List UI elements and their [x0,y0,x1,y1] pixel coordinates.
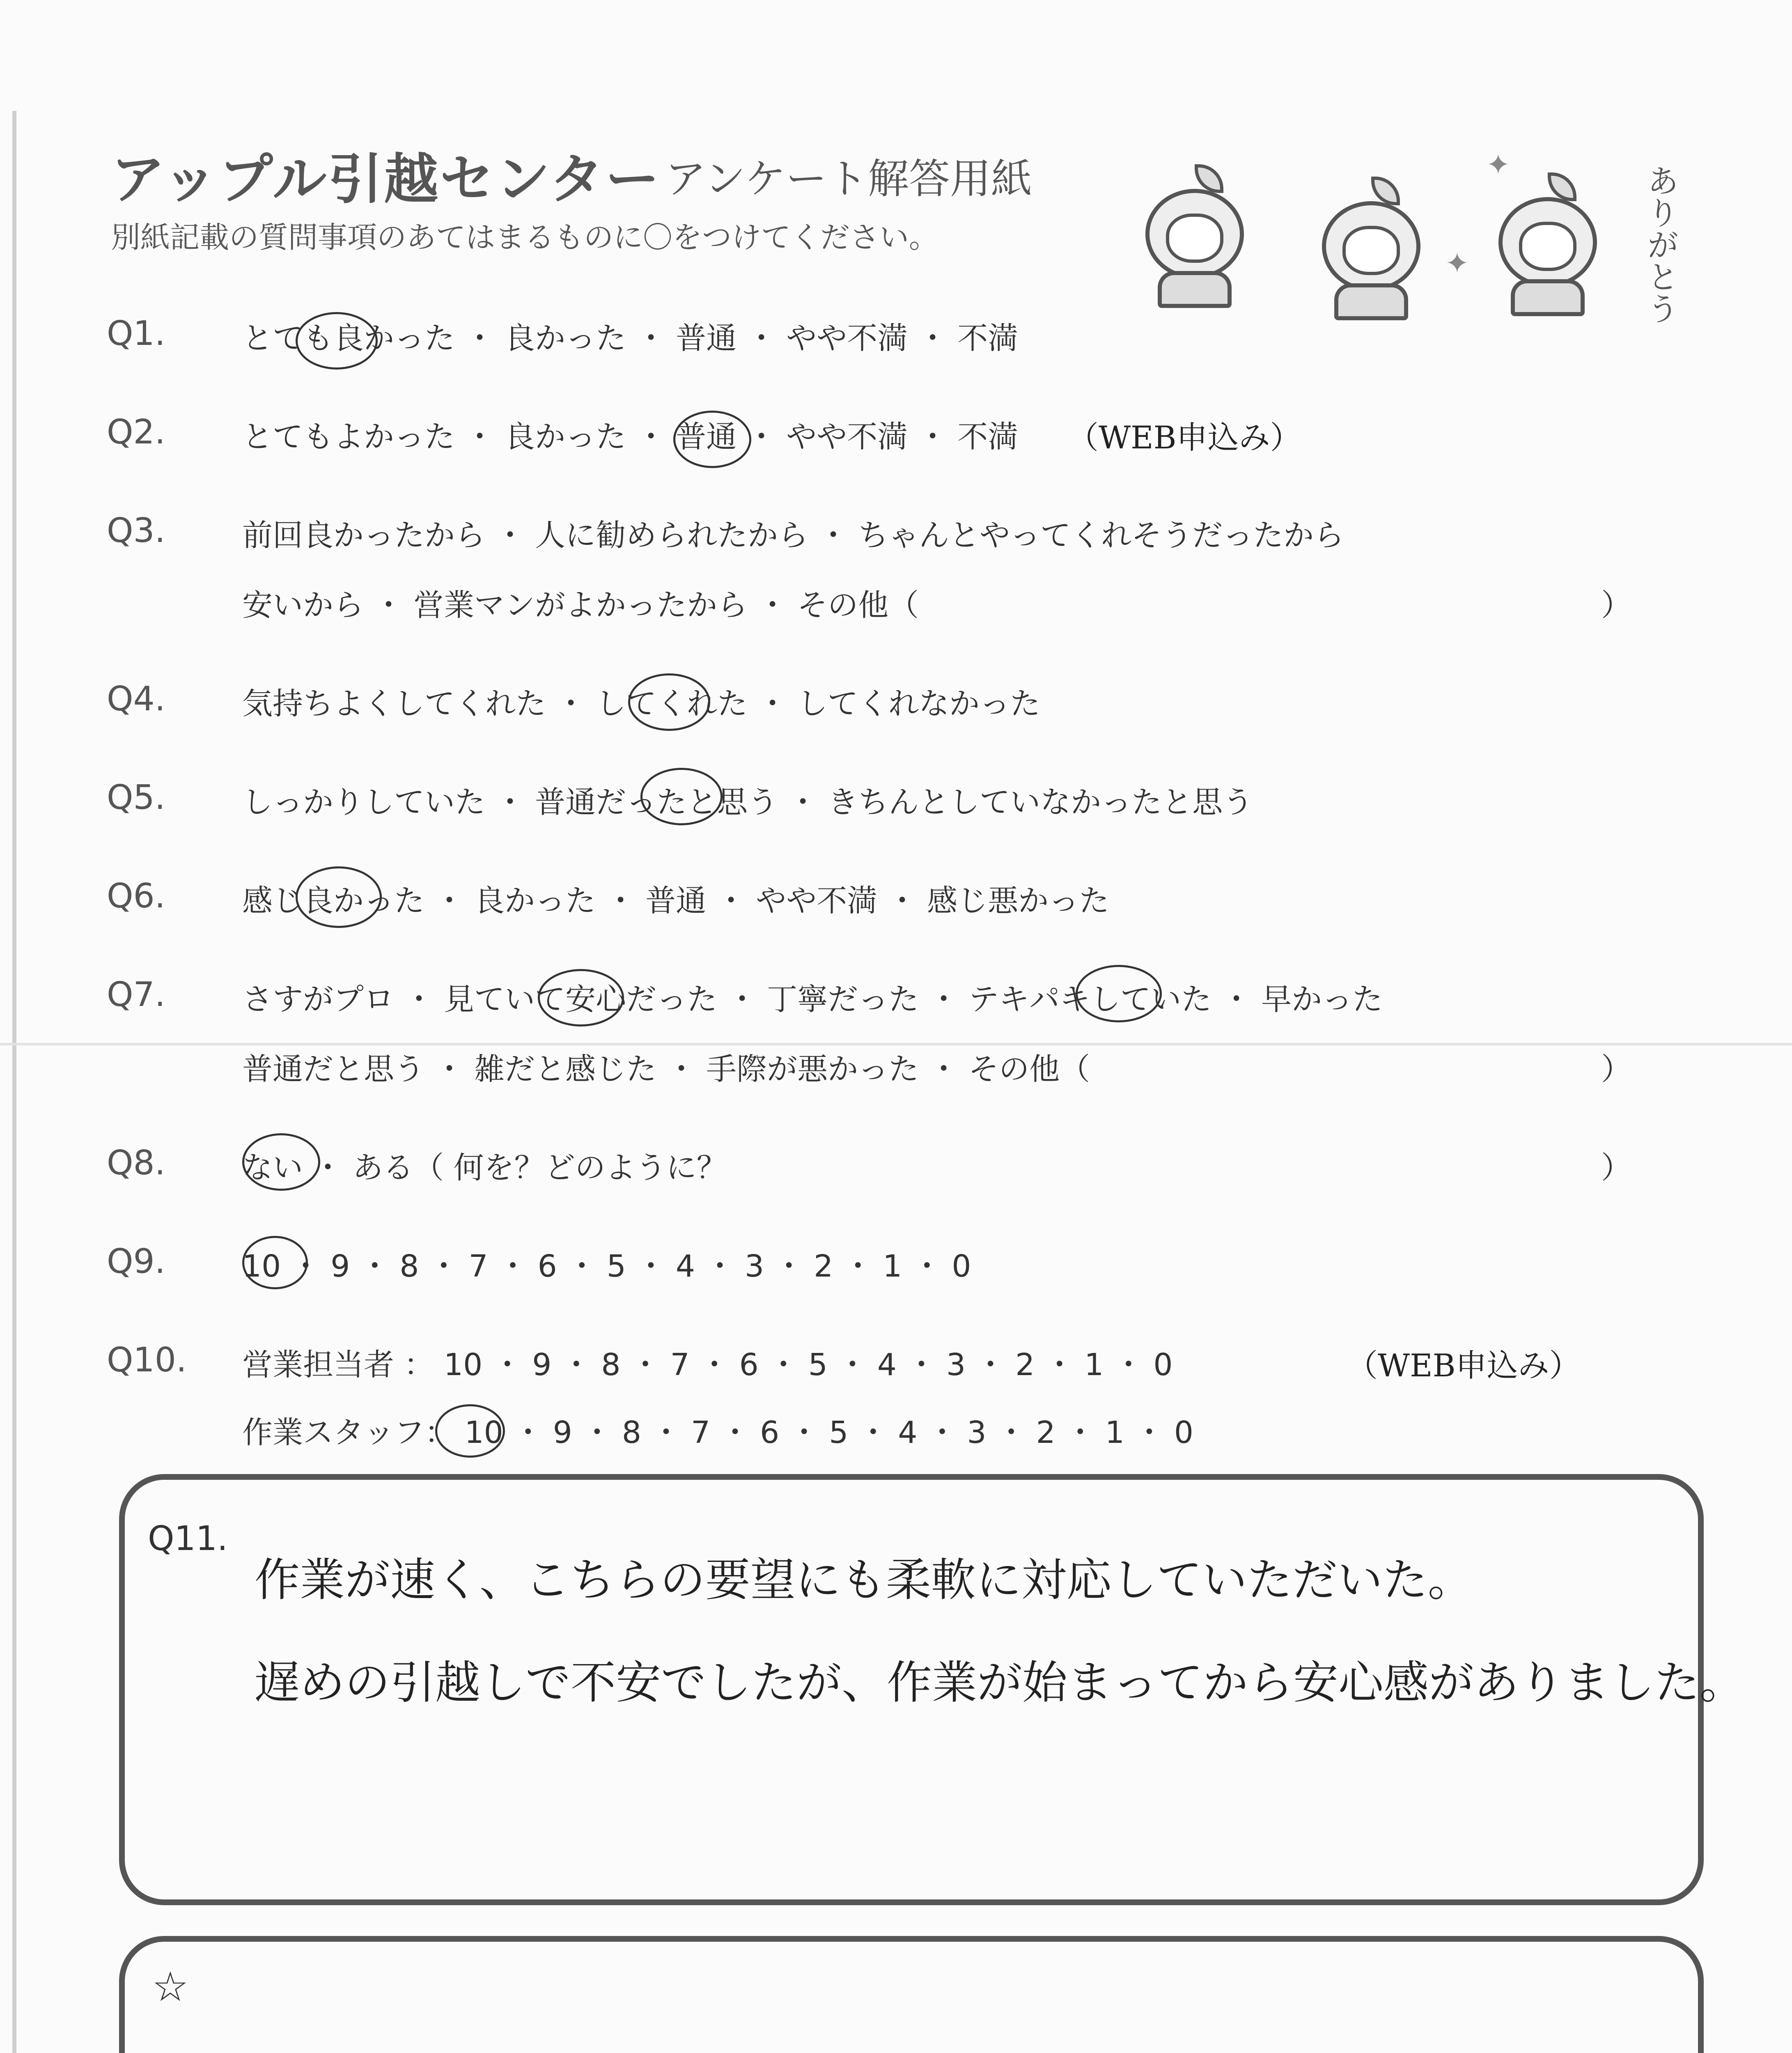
mascot-caption: ありがとう [1642,164,1679,324]
answer-circle [242,1133,320,1191]
answer-circle [628,673,710,731]
star-icon: ☆ [152,1963,189,2011]
q10-options-2: 作業スタッフ： 10 ・ 9 ・ 8 ・ 7 ・ 6 ・ 5 ・ 4 ・ 3 ・ 2 ・ 1 ・ 0 [242,1415,1193,1450]
mascot-icon-1 [1133,164,1256,300]
paren-close: ） [1601,588,1631,623]
brand-title: アップル引越センター [111,148,661,211]
q11-comment-line-2: 遅めの引越しで不安でしたが、作業が始まってから安心感がありました。 [255,1656,1745,1709]
q9-label: Q9. [107,1242,165,1281]
paren-close: ） [1601,1052,1631,1087]
q4-options: 気持ちよくしてくれた ・ してくれた ・ してくれなかった [242,686,1041,721]
answer-circle [1076,965,1162,1022]
q1-options: とても良かった ・ 良かった ・ 普通 ・ やや不満 ・ 不満 [242,321,1019,356]
q5-options: しっかりしていた ・ 普通だったと思う ・ きちんとしていなかったと思う [242,785,1253,820]
form-title: アンケート解答用紙 [665,155,1032,203]
mascot-icon-3 [1486,172,1609,308]
q10-note: （WEB申込み） [1347,1347,1581,1384]
q4-label: Q4. [107,680,165,719]
answer-circle [296,312,378,370]
q2-options: とてもよかった ・ 良かった ・ 普通 ・ やや不満 ・ 不満 [242,419,1019,455]
instructions: 別紙記載の質問事項のあてはまるものに〇をつけてください。 [111,220,939,255]
q6-options: 感じ良かった ・ 良かった ・ 普通 ・ やや不満 ・ 感じ悪かった [242,883,1110,919]
q5-label: Q5. [107,778,165,817]
q1-label: Q1. [107,314,165,353]
answer-circle [296,866,382,928]
star-comment-box [119,1936,1704,2053]
answer-circle [242,1236,308,1289]
sparkle-icon: ✦ [1486,148,1510,181]
q11-comment-line-1: 作業が速く、こちらの要望にも柔軟に対応していただいた。 [255,1554,1473,1606]
q3-label: Q3. [107,511,165,550]
q11-label: Q11. [148,1519,228,1558]
answer-circle [435,1404,505,1458]
q8-options: ない ・ ある（ 何を？どのように？ [242,1150,727,1185]
q3-options-2: 安いから ・ 営業マンがよかったから ・ その他（ [242,588,919,623]
q3-options: 前回良かったから ・ 人に勧められたから ・ ちゃんとやってくれそうだったから [242,518,1345,553]
q7-options-2: 普通だと思う ・ 雑だと感じた ・ 手際が悪かった ・ その他（ [242,1052,1090,1087]
q10-label: Q10. [107,1341,187,1380]
answer-circle [640,768,723,825]
sparkle-icon: ✦ [1445,246,1469,280]
q8-label: Q8. [107,1144,165,1183]
q7-label: Q7. [107,975,165,1014]
answer-circle [538,969,624,1026]
q6-label: Q6. [107,877,165,916]
q2-label: Q2. [107,413,165,452]
q2-note: （WEB申込み） [1067,419,1301,456]
q7-options: さすがプロ ・ 見ていて安心だった ・ 丁寧だった ・ テキパキしていた ・ 早かった [242,982,1383,1017]
q10-options: 営業担当者 ： 10 ・ 9 ・ 8 ・ 7 ・ 6 ・ 5 ・ 4 ・ 3 ・ 2 ・ 1 ・ 0 [242,1347,1173,1382]
answer-circle [673,411,751,468]
paren-close: ） [1601,1150,1631,1185]
sheet-edge [12,111,16,2053]
mascot-icon-2 [1310,177,1433,312]
q9-options: 10 ・ 9 ・ 8 ・ 7 ・ 6 ・ 5 ・ 4 ・ 3 ・ 2 ・ 1 ・ 0 [242,1249,971,1284]
